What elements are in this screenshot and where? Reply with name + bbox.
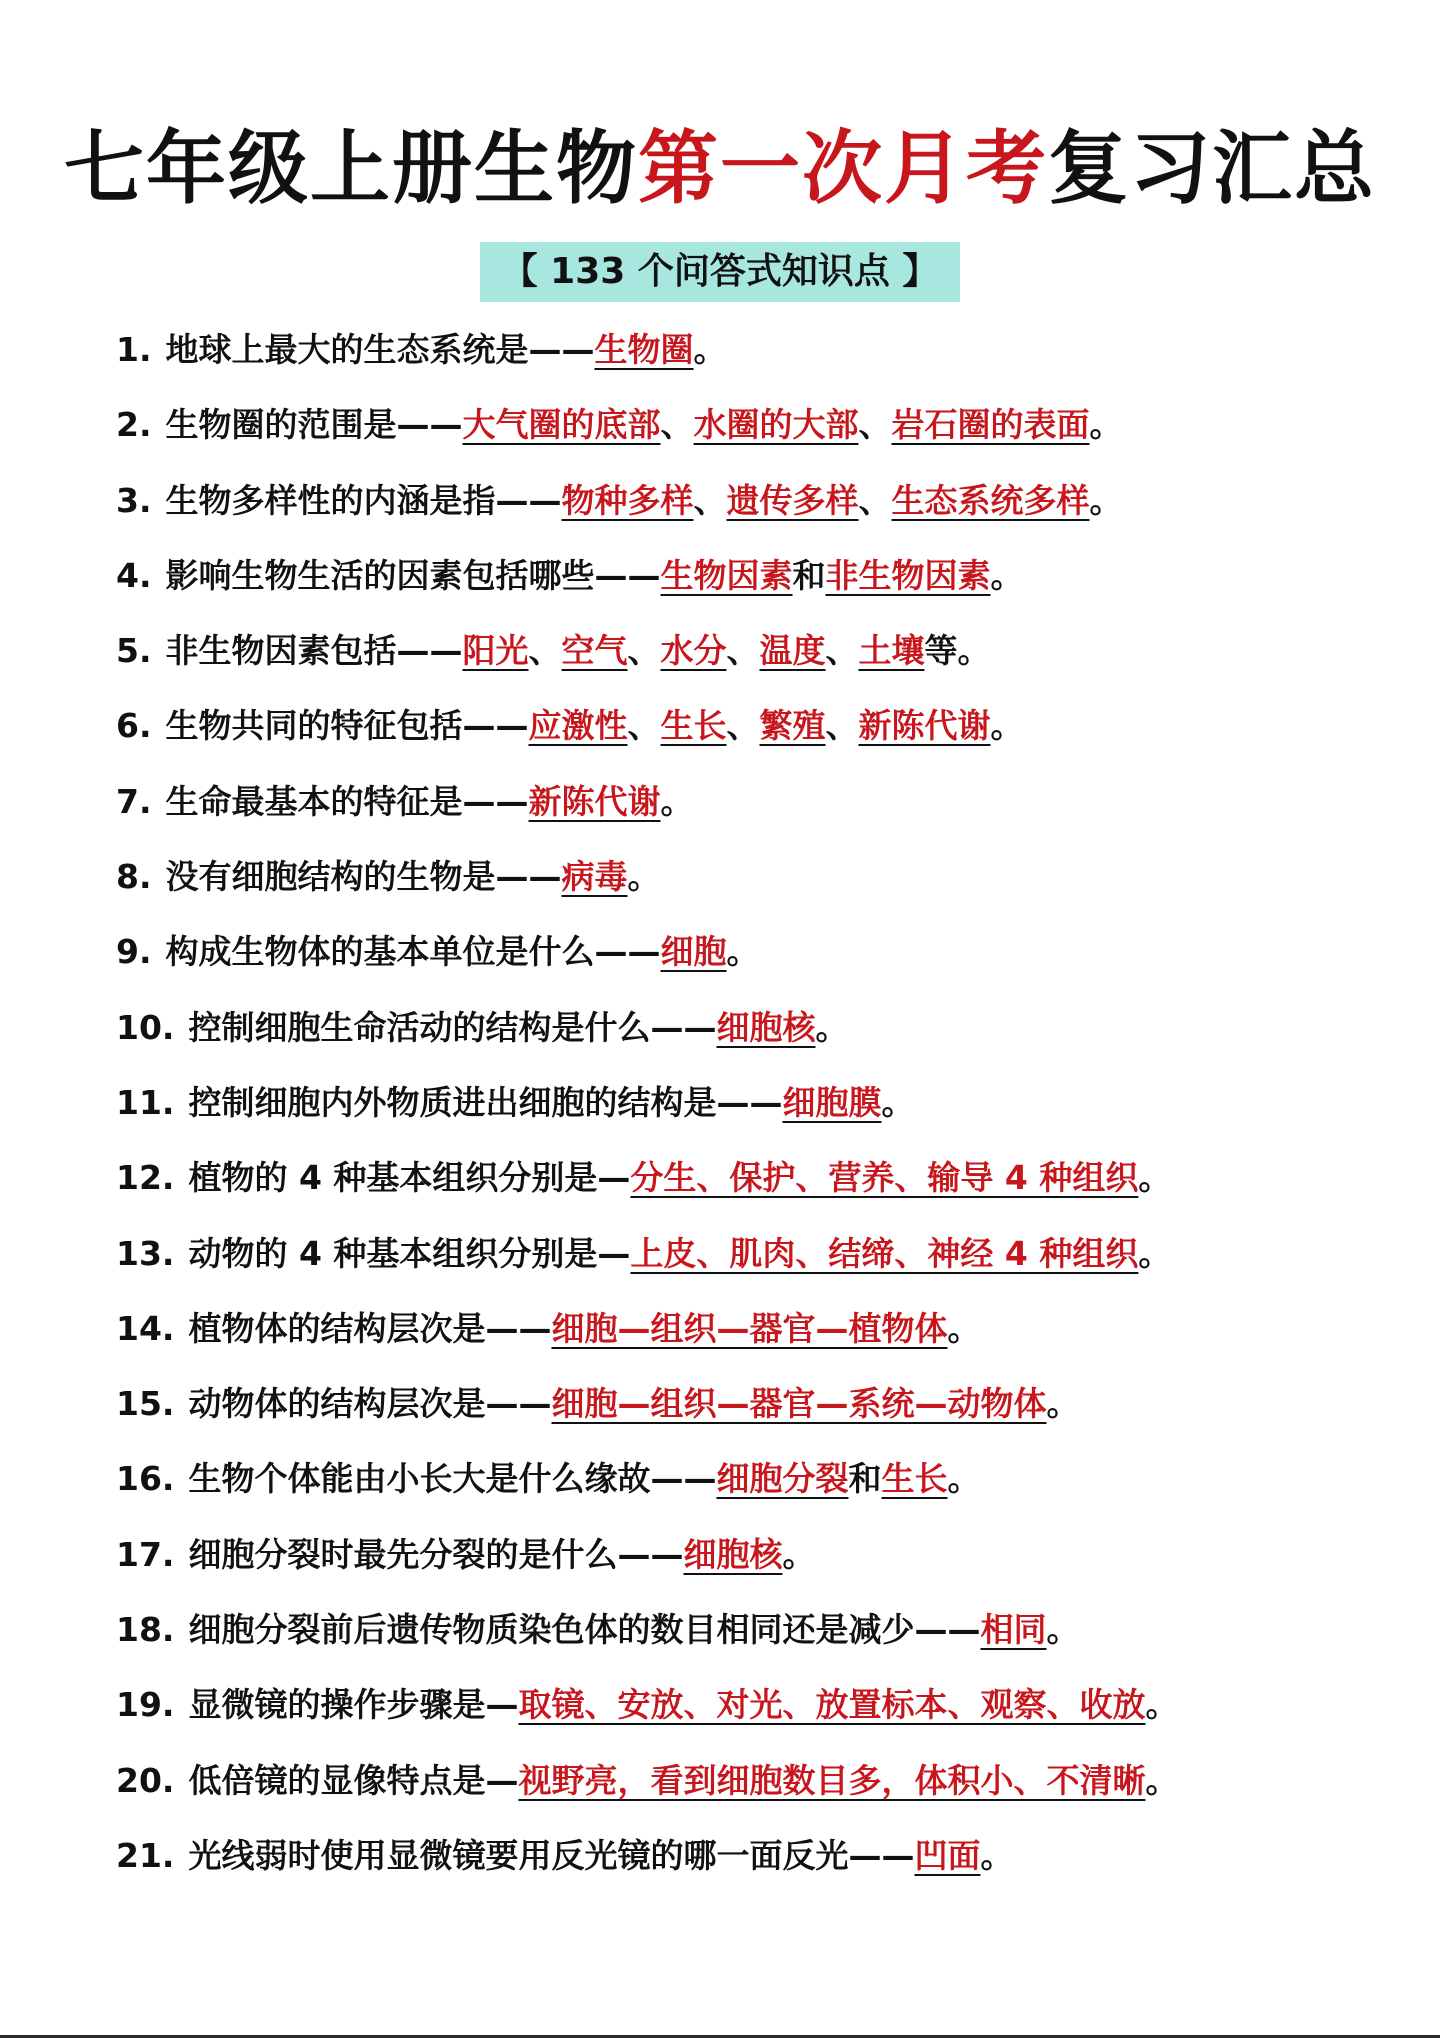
separator-text: 、	[660, 405, 694, 445]
title-part-2-highlight: 第一次月考	[638, 121, 1048, 215]
answer-text: 细胞膜	[782, 1082, 882, 1122]
answer-text: 细胞核	[683, 1534, 783, 1574]
title-part-1: 七年级上册生物	[64, 121, 638, 215]
answer-text: 生态系统多样	[891, 480, 1090, 520]
answer-text: 病毒	[561, 857, 628, 897]
qa-item	[116, 1598, 1336, 1673]
question-text: 非生物因素包括——	[165, 631, 463, 671]
item-number: 15.	[116, 1384, 175, 1424]
qa-item	[116, 544, 1336, 619]
subtitle-banner: 【 133 个问答式知识点 】	[480, 242, 961, 302]
separator-text: 。	[881, 1082, 915, 1122]
separator-text: 。	[726, 932, 760, 972]
item-number: 12.	[116, 1158, 175, 1198]
answer-text: 相同	[980, 1610, 1047, 1650]
question-text: 生命最基本的特征是——	[165, 781, 529, 821]
separator-text: 、	[825, 706, 859, 746]
separator-text: 。	[660, 781, 694, 821]
title-part-3: 复习汇总	[1048, 121, 1376, 215]
answer-text: 生长	[881, 1459, 948, 1499]
answer-text: 大气圈的底部	[462, 405, 661, 445]
item-number: 10.	[116, 1007, 175, 1047]
answer-text: 空气	[561, 631, 628, 671]
separator-text: 、	[726, 706, 760, 746]
separator-text: 。	[947, 1459, 981, 1499]
separator-text: 和	[792, 555, 826, 595]
answer-text: 阳光	[462, 631, 529, 671]
answer-text: 生物圈	[594, 330, 694, 369]
question-text: 细胞分裂时最先分裂的是什么——	[188, 1534, 684, 1574]
answer-text: 土壤	[858, 631, 925, 671]
separator-text: 。	[1046, 1610, 1080, 1650]
question-text: 动物体的结构层次是——	[188, 1384, 552, 1424]
qa-item	[116, 1749, 1336, 1824]
item-number: 14.	[116, 1308, 175, 1348]
qa-item	[116, 1297, 1336, 1372]
item-number: 8.	[116, 857, 152, 897]
answer-text: 新陈代谢	[858, 706, 991, 746]
separator-text: 、	[858, 480, 892, 520]
question-text: 构成生物体的基本单位是什么——	[165, 932, 661, 972]
question-text: 植物的 4 种基本组织分别是—	[188, 1158, 631, 1198]
answer-text: 凹面	[914, 1835, 981, 1875]
item-number: 13.	[116, 1233, 175, 1273]
separator-text: 。	[1046, 1384, 1080, 1424]
question-text: 生物圈的范围是——	[165, 405, 463, 445]
separator-text: 。	[947, 1308, 981, 1348]
separator-text: 、	[858, 405, 892, 445]
qa-item	[116, 318, 1336, 393]
separator-text: 。	[1138, 1233, 1172, 1273]
item-number: 20.	[116, 1760, 175, 1800]
qa-item	[116, 694, 1336, 769]
answer-text: 细胞—组织—器官—植物体	[551, 1308, 948, 1348]
question-text: 控制细胞生命活动的结构是什么——	[188, 1007, 717, 1047]
answer-text: 温度	[759, 631, 826, 671]
question-text: 生物多样性的内涵是指——	[165, 480, 562, 520]
answer-text: 取镜、安放、对光、放置标本、观察、收放	[518, 1685, 1146, 1725]
qa-item	[116, 920, 1336, 995]
qa-item	[116, 393, 1336, 468]
answer-text: 水圈的大部	[693, 405, 859, 445]
qa-item	[116, 770, 1336, 845]
answer-text: 分生、保护、营养、输导 4 种组织	[630, 1158, 1139, 1198]
answer-text: 应激性	[528, 706, 628, 746]
question-text: 光线弱时使用显微镜要用反光镜的哪一面反光——	[188, 1835, 915, 1875]
question-text: 动物的 4 种基本组织分别是—	[188, 1233, 631, 1273]
answer-text: 生物因素	[660, 555, 793, 595]
question-text: 植物体的结构层次是——	[188, 1308, 552, 1348]
qa-item	[116, 845, 1336, 920]
answer-text: 细胞—组织—器官—系统—动物体	[551, 1384, 1047, 1424]
answer-text: 上皮、肌肉、结缔、神经 4 种组织	[630, 1233, 1139, 1273]
answer-text: 新陈代谢	[528, 781, 661, 821]
separator-text: 。	[990, 555, 1024, 595]
item-number: 5.	[116, 631, 152, 671]
item-number: 7.	[116, 781, 152, 821]
qa-item	[116, 996, 1336, 1071]
separator-text: 和	[848, 1459, 882, 1499]
item-number: 6.	[116, 706, 152, 746]
separator-text: 。	[1138, 1158, 1172, 1198]
item-number: 19.	[116, 1685, 175, 1725]
item-number: 11.	[116, 1082, 175, 1122]
question-text: 地球上最大的生态系统是——	[165, 330, 595, 369]
separator-text: 、	[627, 706, 661, 746]
qa-item	[116, 1071, 1336, 1146]
answer-text: 细胞	[660, 932, 727, 972]
answer-text: 繁殖	[759, 706, 826, 746]
separator-text: 。	[815, 1007, 849, 1047]
question-text: 显微镜的操作步骤是—	[188, 1685, 519, 1725]
answer-text: 非生物因素	[825, 555, 991, 595]
separator-text: 。	[1145, 1685, 1179, 1725]
separator-text: 。	[782, 1534, 816, 1574]
qa-item	[116, 469, 1336, 544]
answer-text: 水分	[660, 631, 727, 671]
separator-text: 。	[990, 706, 1024, 746]
qa-item	[116, 1523, 1336, 1598]
answer-text: 细胞分裂	[716, 1459, 849, 1499]
separator-text: 、	[627, 631, 661, 671]
question-text: 控制细胞内外物质进出细胞的结构是——	[188, 1082, 783, 1122]
answer-text: 岩石圈的表面	[891, 405, 1090, 445]
separator-text: 。	[1089, 480, 1123, 520]
item-number: 18.	[116, 1610, 175, 1650]
answer-text: 视野亮，看到细胞数目多，体积小、不清晰	[518, 1760, 1146, 1800]
separator-text: 。	[693, 330, 727, 369]
answer-text: 生长	[660, 706, 727, 746]
qa-list	[116, 318, 1336, 1899]
separator-text: 等。	[924, 631, 991, 671]
subtitle-container	[0, 242, 1440, 302]
question-text: 细胞分裂前后遗传物质染色体的数目相同还是减少——	[188, 1610, 981, 1650]
separator-text: 、	[726, 631, 760, 671]
item-number: 21.	[116, 1835, 175, 1875]
question-text: 生物共同的特征包括——	[165, 706, 529, 746]
question-text: 生物个体能由小长大是什么缘故——	[188, 1459, 717, 1499]
item-number: 17.	[116, 1534, 175, 1574]
separator-text: 。	[1089, 405, 1123, 445]
page-title	[0, 118, 1440, 218]
qa-item	[116, 1372, 1336, 1447]
qa-item	[116, 1824, 1336, 1899]
item-number: 16.	[116, 1459, 175, 1499]
question-text: 低倍镜的显像特点是—	[188, 1760, 519, 1800]
item-number: 2.	[116, 405, 152, 445]
item-number: 1.	[116, 330, 152, 369]
separator-text: 、	[693, 480, 727, 520]
answer-text: 细胞核	[716, 1007, 816, 1047]
qa-item	[116, 1447, 1336, 1522]
qa-item	[116, 1673, 1336, 1748]
question-text: 影响生物生活的因素包括哪些——	[165, 555, 661, 595]
item-number: 9.	[116, 932, 152, 972]
separator-text: 、	[825, 631, 859, 671]
qa-item	[116, 1146, 1336, 1221]
answer-text: 物种多样	[561, 480, 694, 520]
qa-item	[116, 619, 1336, 694]
answer-text: 遗传多样	[726, 480, 859, 520]
question-text: 没有细胞结构的生物是——	[165, 857, 562, 897]
separator-text: 、	[528, 631, 562, 671]
qa-item	[116, 1222, 1336, 1297]
separator-text: 。	[627, 857, 661, 897]
item-number: 4.	[116, 555, 152, 595]
separator-text: 。	[980, 1835, 1014, 1875]
separator-text: 。	[1145, 1760, 1179, 1800]
item-number: 3.	[116, 480, 152, 520]
